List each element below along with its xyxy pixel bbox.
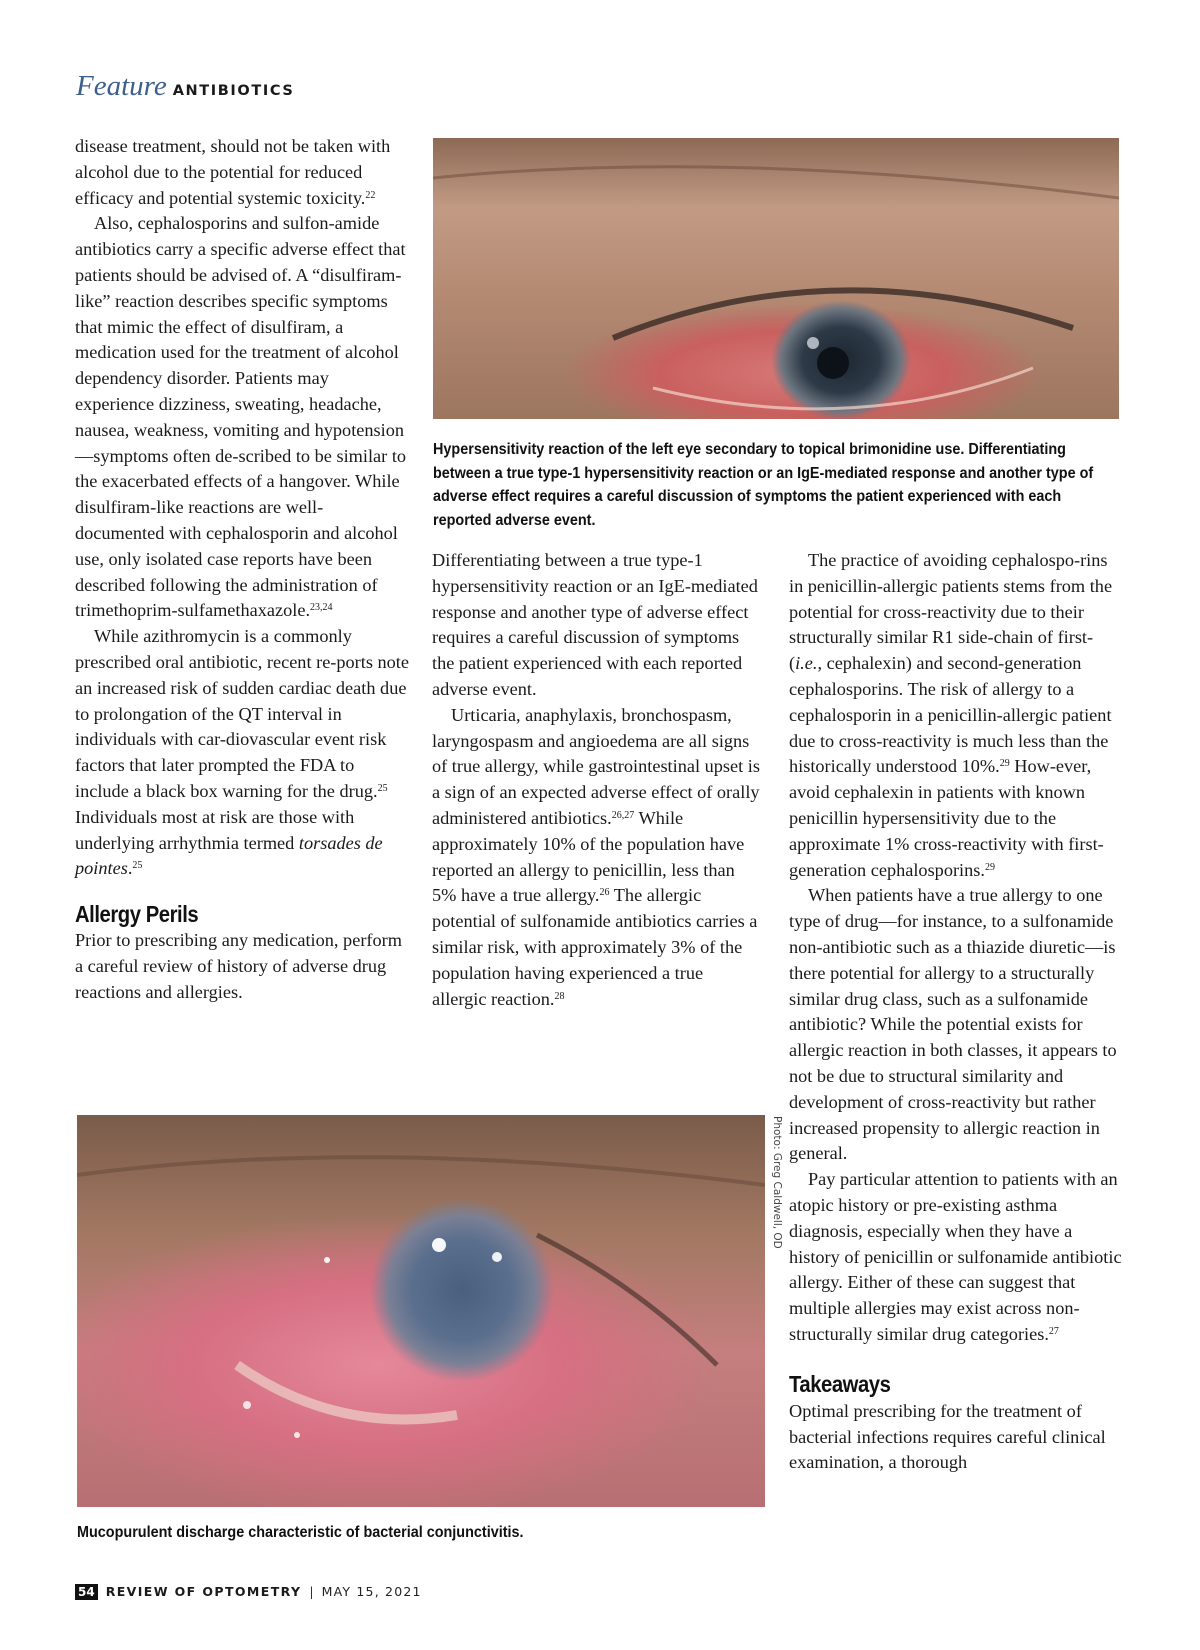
eye-illustration-2: [77, 1115, 765, 1507]
eye-illustration-1: [433, 138, 1119, 419]
running-header: [76, 70, 294, 110]
photo-bacterial-conjunctivitis: [77, 1115, 765, 1507]
paragraph: Pay particular attention to patients with an atopic history or pre-existing asthma diagnosis, especially when they have a history of penicillin or sulfonamide antibiotic allergy. Either of these can suggest that multiple allergies may exist across non-structurally similar drug categories.$^{27}$: [789, 1169, 1122, 1344]
column-2: [432, 548, 762, 1012]
feature-label: Feature: [76, 70, 167, 102]
issue-date: MAY 15, 2021: [321, 1584, 422, 1599]
journal-name: REVIEW OF OPTOMETRY: [105, 1584, 302, 1599]
photo-hypersensitivity-eye: [433, 138, 1119, 419]
section-heading-allergy-perils: Allergy Perils: [75, 901, 199, 928]
figure-caption-1: Hypersensitivity reaction of the left eye secondary to topical brimonidine use. Differentiating between a true type-1 hypersensitivity reaction or an IgE-mediated response and another type of adverse effect requires a careful discussion of symptoms the patient experienced with each reported adverse event.: [433, 441, 1094, 529]
paragraph: Urticaria, anaphylaxis, bronchospasm, laryngospasm and angioedema are all signs of true allergy, while gastrointestinal upset is a sign of an expected adverse effect of orally administered antibiotics.$^{26,27}$ While approximately 10% of the population have reported an allergy to penicillin, less than 5% have a true allergy.$^{26}$ The allergic potential of sulfonamide antibiotics carries a similar risk, with approximately 3% of the population having experienced a true allergic reaction.$^{28}$: [432, 704, 760, 1009]
footer-separator: |: [309, 1584, 314, 1599]
page-number: 54: [75, 1584, 98, 1600]
paragraph: Prior to prescribing any medication, perform a careful review of history of adverse drug reactions and allergies.: [75, 930, 402, 1002]
paragraph: Differentiating between a true type-1 hypersensitivity reaction or an IgE-mediated response and another type of adverse effect requires a careful discussion of symptoms the patient experienced with each reported adverse event.: [432, 550, 758, 699]
section-label: ANTIBIOTICS: [172, 83, 295, 99]
paragraph: When patients have a true allergy to one type of drug—for instance, to a sulfonamide non-antibiotic such as a thiazide diuretic—is there potential for allergy to a structurally similar drug class, such as a sulfonamide antibiotic? While the potential exists for allergic reaction in both classes, it appears to not be due to structural similarity and development of cross-reactivity but rather increased propensity to allergic reaction in general.: [789, 885, 1117, 1164]
photo-credit: Photo: Greg Caldwell, OD: [771, 1116, 783, 1249]
paragraph: disease treatment, should not be taken with alcohol due to the potential for reduced efficacy and potential systemic toxicity.$^{22}$: [75, 136, 391, 208]
section-heading-takeaways: Takeaways: [789, 1370, 891, 1397]
paragraph: The practice of avoiding cephalospo-rins in penicillin-allergic patients stems from the potential for cross-reactivity due to their structurally similar R1 side-chain of first- (i.e., cephalexin) and second-generation cephalosporins. The risk of allergy to a cephalosporin in a penicillin-allergic patient due to cross-reactivity is much less than the historically understood 10%.$^{29}$ How-ever, avoid cephalexin in patients with known penicillin hypersensitivity due to the approximate 1% cross-reactivity with first-generation cephalosporins.$^{29}$: [789, 550, 1113, 880]
column-1: [75, 134, 410, 1006]
paragraph: Optimal prescribing for the treatment of bacterial infections requires careful clinical examination, a thorough: [789, 1400, 1106, 1473]
paragraph: While azithromycin is a commonly prescribed oral antibiotic, recent re-ports note an increased risk of sudden cardiac death due to prolongation of the QT interval in individuals with car-diovascular event risk factors that later prompted the FDA to include a black box warning for the drug.$^{25}$ Individuals most at risk are those with underlying arrhythmia termed torsades de pointes.$^{25}$: [75, 626, 409, 879]
page-footer: [75, 1584, 422, 1600]
column-3: [789, 548, 1124, 1476]
paragraph: Also, cephalosporins and sulfon-amide antibiotics carry a specific adverse effect that patients should be advised of. A “disulfiram-like” reaction describes specific symptoms that mimic the effect of disulfiram, a medication used for the treatment of alcohol dependency disorder. Patients may experience dizziness, sweating, headache, nausea, weakness, vomiting and hypotension—symptoms often de-scribed to be similar to the exacerbated effects of a hangover. While disulfiram-like reactions are well-documented with cephalosporin and alcohol use, only isolated case reports have been described following the administration of trimethoprim-sulfamethaxazole.$^{23,24}$: [75, 213, 407, 621]
figure-caption-2: Mucopurulent discharge characteristic of bacterial conjunctivitis.: [77, 1524, 524, 1541]
